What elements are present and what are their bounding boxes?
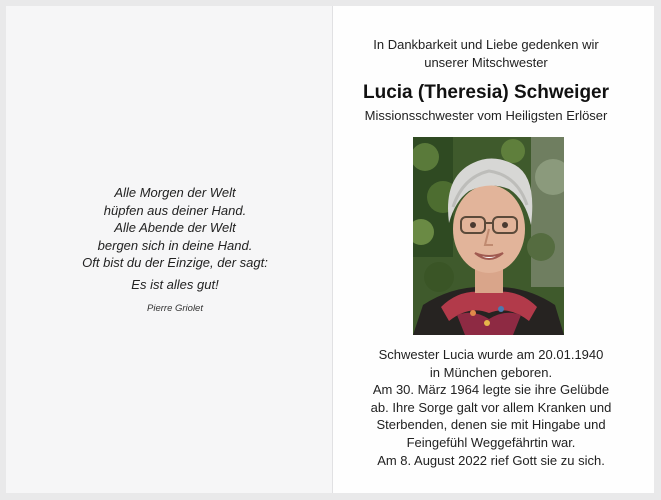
portrait-photo	[413, 137, 564, 335]
order-subtitle: Missionsschwester vom Heiligsten Erlöser	[364, 108, 608, 123]
poem	[30, 184, 320, 317]
poem-line: Es ist alles gut!	[131, 276, 219, 292]
intro-line: In Dankbarkeit und Liebe gedenken wir	[373, 37, 599, 52]
biography	[336, 346, 646, 469]
poem-line: Alle Morgen der Welt	[114, 185, 236, 200]
biography-line: Am 8. August 2022 rief Gott sie zu sich.	[377, 452, 605, 468]
poem-line: Alle Abende der Welt	[114, 220, 236, 236]
biography-line: in München geboren.	[429, 364, 553, 380]
intro-text	[336, 36, 636, 72]
poem-line: bergen sich in deine Hand.	[97, 237, 253, 253]
poem-line: hüpfen aus deiner Hand.	[103, 202, 247, 218]
poem-author: Pierre Griolet	[147, 302, 203, 314]
card-fold	[332, 6, 333, 493]
biography-line: Feingefühl Weggefährtin war.	[406, 434, 576, 450]
biography-line: Schwester Lucia wurde am 20.01.1940	[378, 347, 604, 362]
biography-line: ab. Ihre Sorge galt vor allem Kranken und	[370, 399, 612, 415]
poem-line: Oft bist du der Einzige, der sagt:	[82, 255, 268, 271]
biography-line: Am 30. März 1964 legte sie ihre Gelübde	[372, 382, 610, 398]
intro-line: unserer Mitschwester	[424, 55, 548, 70]
deceased-name: Lucia (Theresia) Schweiger	[362, 82, 610, 103]
biography-line: Sterbenden, denen sie mit Hingabe und	[376, 417, 606, 433]
